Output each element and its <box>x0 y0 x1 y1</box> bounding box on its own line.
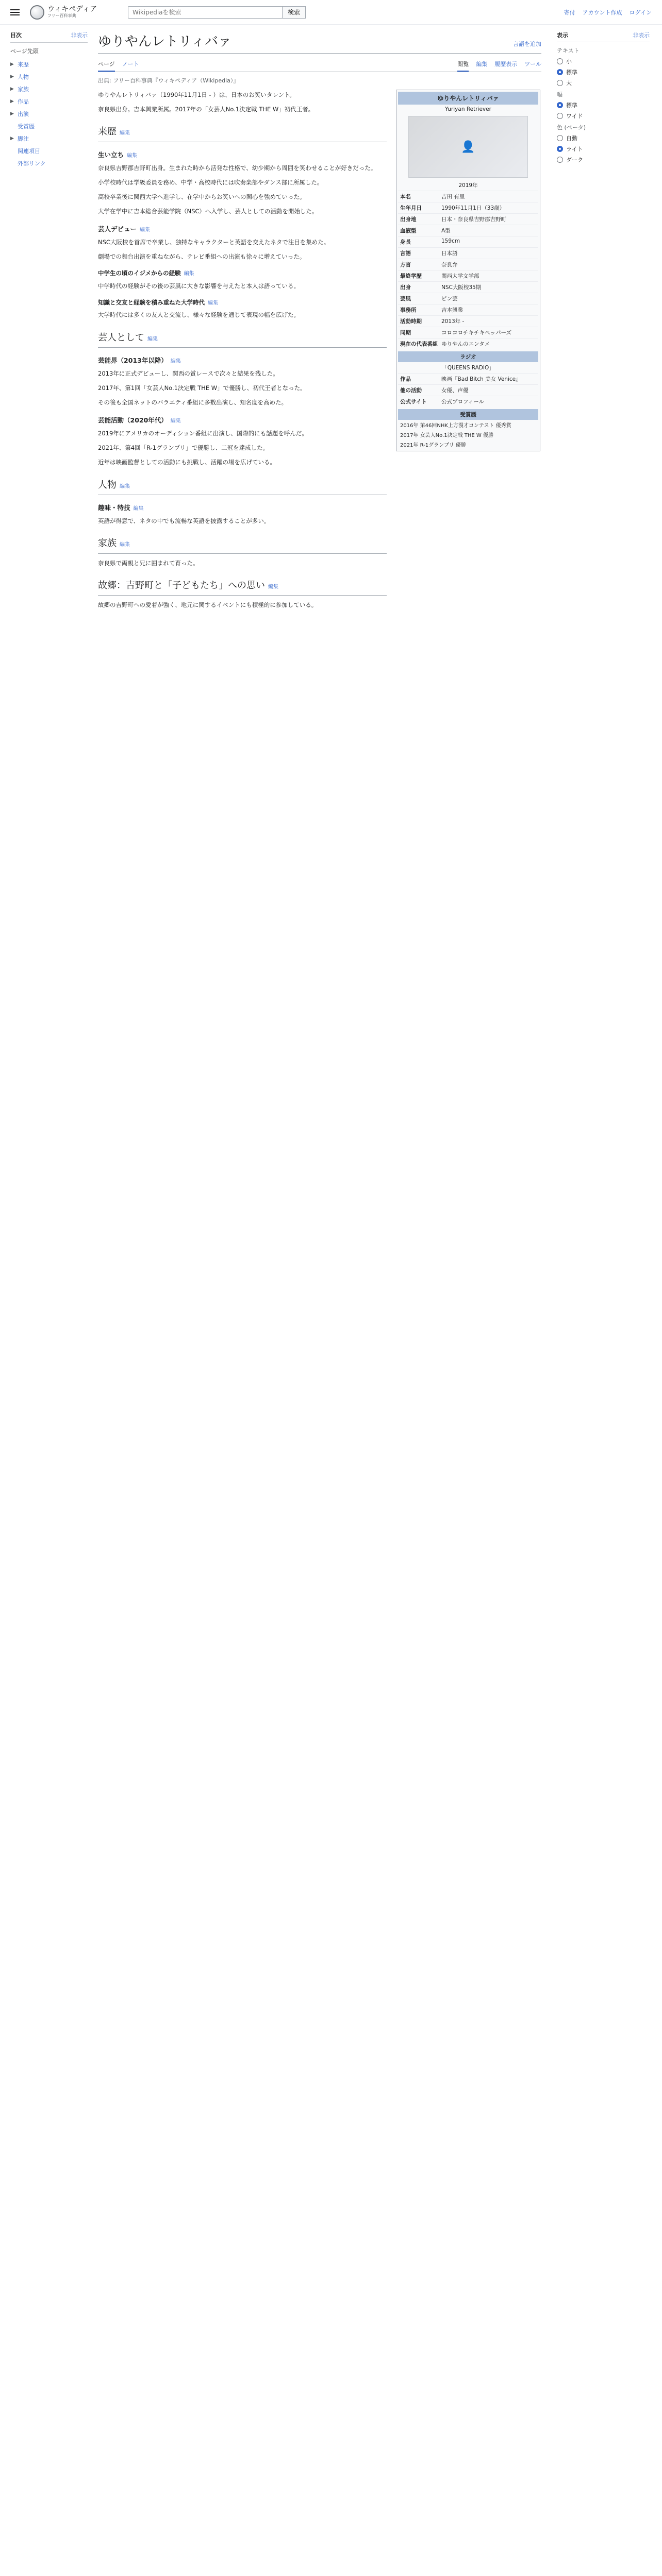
toc-item-3[interactable] <box>10 95 88 108</box>
infobox-key: 生年月日 <box>400 205 422 211</box>
infobox-subtitle: Yuriyan Retriever <box>445 106 491 112</box>
appearance-panel <box>557 31 650 164</box>
user-link-1[interactable]: アカウント作成 <box>582 9 622 16</box>
infobox-key: 身長 <box>400 239 411 245</box>
infobox-photo-caption: 2019年 <box>458 182 478 189</box>
radio-button[interactable] <box>557 80 563 86</box>
section-family <box>98 535 387 554</box>
namespace-tabs <box>98 57 139 72</box>
infobox-row <box>398 338 538 349</box>
paragraph: 2017年、第1回「女芸人No.1決定戦 THE W」で優勝し、初代王者となった。 <box>98 384 306 392</box>
chevron-right-icon[interactable]: ▶ <box>10 74 14 79</box>
infobox-rows <box>398 191 538 349</box>
subsection-early <box>98 355 387 366</box>
lead-paragraph-1: ゆりやんレトリィバァ（1990年11月1日 - ）は、日本のお笑いタレント。 <box>98 91 295 98</box>
section-edit-link[interactable]: 編集 <box>120 542 130 548</box>
color-option-2[interactable] <box>557 156 650 164</box>
paragraph: 中学時代の経験がその後の芸風に大きな影響を与えたと本人は語っている。 <box>98 282 300 290</box>
infobox-key: 作品 <box>400 376 411 382</box>
chevron-right-icon[interactable]: ▶ <box>10 99 14 104</box>
infobox-row <box>398 327 538 338</box>
infobox-row <box>398 225 538 236</box>
radio-button[interactable] <box>557 157 563 163</box>
infobox-value: 奈良弁 <box>441 262 458 268</box>
subsubsection-style <box>98 297 387 308</box>
infobox-value: 日本・奈良県吉野郡吉野町 <box>441 216 506 223</box>
article-body <box>98 90 387 614</box>
infobox-key: 出身 <box>400 284 411 291</box>
radio-button[interactable] <box>557 113 563 119</box>
infobox-value: コロコロチキチキペッパーズ <box>441 330 511 336</box>
toc-item-2[interactable] <box>10 83 88 95</box>
infobox-row <box>398 247 538 259</box>
radio-button[interactable] <box>557 146 563 152</box>
section-family-title: 家族 <box>98 538 117 549</box>
search-button[interactable]: 検索 <box>282 6 306 19</box>
text-size-options <box>557 57 650 87</box>
infobox-value: ピン芸 <box>441 296 458 302</box>
subsection-late-title: 芸能活動（2020年代） <box>98 416 168 425</box>
infobox-row <box>398 270 538 281</box>
infobox-key: 事務所 <box>400 307 417 313</box>
paragraph: 近年は映画監督としての活動にも挑戦し、活躍の場を広げている。 <box>98 459 276 466</box>
infobox-key: 方言 <box>400 262 411 268</box>
infobox-value: 吉田 有里 <box>441 194 465 200</box>
tab-right-3[interactable]: ツール <box>524 61 541 67</box>
logo-text <box>47 6 97 18</box>
radio-label: 大 <box>566 80 572 87</box>
right-sidebar <box>557 31 650 175</box>
paragraph: その後も全国ネットのバラエティ番組に多数出演し、知名度を高めた。 <box>98 399 288 406</box>
appearance-header <box>557 31 650 42</box>
user-link-0[interactable]: 寄付 <box>564 9 575 16</box>
text-size-option-1[interactable] <box>557 68 650 76</box>
paragraph: 2019年にアメリカのオーディション番組に出演し、国際的にも話題を呼んだ。 <box>98 430 308 437</box>
infobox-key: 活動時期 <box>400 318 422 325</box>
toc-item-label: 外部リンク <box>18 160 46 167</box>
toc-item-label: 人物 <box>18 74 29 80</box>
radio-button[interactable] <box>557 102 563 108</box>
subsection-hobby <box>98 502 387 514</box>
lead-paragraph-2: 奈良県出身。吉本興業所属。2017年の「女芸人No.1決定戦 THE W」初代王者。 <box>98 106 315 113</box>
infobox-radio-name: 「QUEENS RADIO」 <box>442 365 494 371</box>
toc-title: 目次 <box>10 32 22 39</box>
infobox-value: 映画『Bad Bitch 美女 Venice』 <box>441 376 521 382</box>
tab-left-1[interactable]: ノート <box>122 61 139 67</box>
infobox-title: ゆりやんレトリィバァ <box>398 92 538 105</box>
subsection-edit-link[interactable]: 編集 <box>140 227 151 233</box>
radio-label: 標準 <box>566 69 577 76</box>
tab-right-0[interactable]: 閲覧 <box>457 57 469 72</box>
width-option-0[interactable] <box>557 101 650 109</box>
section-person-title: 人物 <box>98 479 117 490</box>
infobox-awards <box>398 420 538 449</box>
text-size-option-2[interactable] <box>557 79 650 87</box>
view-tabs <box>457 57 541 72</box>
subsection-hobby-title: 趣味・特技 <box>98 504 130 512</box>
article-content <box>98 90 541 614</box>
subsection-birth <box>98 149 387 161</box>
infobox-row <box>398 304 538 315</box>
infobox-value: ゆりやんのエンタメ <box>441 341 490 347</box>
infobox-row <box>398 191 538 202</box>
section-edit-link[interactable]: 編集 <box>120 483 130 489</box>
toc-item-label: 来歴 <box>18 61 29 68</box>
infobox-row <box>398 293 538 304</box>
infobox <box>396 90 540 451</box>
infobox-key: 本名 <box>400 194 411 200</box>
infobox-value: 159cm <box>441 238 460 244</box>
infobox-row <box>398 315 538 327</box>
infobox-key: 言語 <box>400 250 411 257</box>
toc-hide-button[interactable]: 非表示 <box>71 32 88 39</box>
infobox-value: A型 <box>441 228 451 234</box>
text-size-label: テキスト <box>557 47 580 54</box>
infobox-award[interactable]: 2016年 第46回NHK上方漫才コンテスト 優秀賞 <box>400 423 511 429</box>
text-size-option-0[interactable] <box>557 57 650 65</box>
toc-item-label: 関連項目 <box>18 148 40 155</box>
infobox-row <box>398 373 538 384</box>
subsection-edit-link[interactable]: 編集 <box>170 359 181 364</box>
section-edit-link[interactable]: 編集 <box>120 130 130 137</box>
infobox-key: 血液型 <box>400 228 417 234</box>
site-tagline: 出典: フリー百科事典『ウィキペディア（Wikipedia）』 <box>98 77 239 84</box>
toc-item-label: 受賞歴 <box>18 123 35 130</box>
user-links <box>564 8 652 16</box>
section-performer-title: 芸人として <box>98 332 144 343</box>
search-input[interactable] <box>128 6 283 19</box>
infobox-key: 現在の代表番組 <box>400 341 438 347</box>
section-performer <box>98 330 387 348</box>
color-options <box>557 134 650 164</box>
chevron-right-icon[interactable]: ▶ <box>10 136 14 141</box>
subsection-early-title: 芸能界（2013年以降） <box>98 357 168 364</box>
section-edit-link[interactable]: 編集 <box>147 336 158 342</box>
appearance-title: 表示 <box>557 32 568 39</box>
paragraph: 故郷の吉野町への愛着が強く、地元に関するイベントにも積極的に参加している。 <box>98 601 318 609</box>
paragraph: 奈良県で両親と兄に囲まれて育った。 <box>98 559 199 567</box>
subsection-debut <box>98 224 387 235</box>
logo-title: ウィキペディア <box>47 5 97 14</box>
infobox-value: 関西大学文学部 <box>441 273 479 279</box>
infobox-row <box>398 259 538 270</box>
subsection-edit-link[interactable]: 編集 <box>127 152 138 159</box>
tab-left-0[interactable]: ページ <box>98 57 115 72</box>
paragraph: 英語が得意で、ネタの中でも流暢な英語を披露することが多い。 <box>98 517 270 524</box>
toc-item-7[interactable] <box>10 145 88 157</box>
user-link-2[interactable]: ログイン <box>629 9 652 16</box>
toc-item-0[interactable] <box>10 58 88 71</box>
chevron-right-icon[interactable]: ▶ <box>10 62 14 67</box>
toc-item-label: 家族 <box>18 86 29 93</box>
infobox-award[interactable]: 2021年 R-1グランプリ 優勝 <box>400 443 466 448</box>
paragraph: NSC大阪校を首席で卒業し、独特なキャラクターと英語を交えたネタで注目を集めた。 <box>98 239 330 246</box>
wikipedia-globe-icon <box>30 5 44 20</box>
subsubsection-shift-title: 中学生の頃のイジメからの経験 <box>98 269 181 277</box>
toc-item-label: 作品 <box>18 98 29 105</box>
subsubsection-style-title: 知識と交友と経験を積み重ねた大学時代 <box>98 298 205 306</box>
toc-header <box>10 31 88 43</box>
add-language-button[interactable]: 言語を追加 <box>513 41 541 47</box>
search-box <box>128 6 306 19</box>
tab-right-1[interactable]: 編集 <box>476 61 488 67</box>
infobox-value: 吉本興業 <box>441 307 463 313</box>
top-bar <box>0 0 662 25</box>
infobox-row <box>398 213 538 225</box>
radio-label: 標準 <box>566 102 577 109</box>
infobox-key: 最終学歴 <box>400 273 422 279</box>
toc-items <box>10 58 88 170</box>
infobox-value: 1990年11月1日（33歳） <box>441 205 505 211</box>
infobox-section-awards: 受賞歴 <box>398 409 538 420</box>
infobox-row <box>398 396 538 407</box>
infobox-row <box>398 281 538 293</box>
width-option-1[interactable] <box>557 112 650 120</box>
infobox-value: 日本語 <box>441 250 458 257</box>
subsection-late <box>98 415 387 426</box>
section-career-title: 来歴 <box>98 126 117 138</box>
color-option-0[interactable] <box>557 134 650 142</box>
color-label: 色 (ベータ) <box>557 124 586 131</box>
paragraph: 奈良県吉野郡吉野町出身。生まれた時から活発な性格で、幼少期から周囲を笑わせることが好きだった。 <box>98 164 377 172</box>
infobox-row <box>398 202 538 213</box>
toc-item-4[interactable] <box>10 108 88 120</box>
article-main <box>98 31 541 614</box>
infobox-value: 2013年 - <box>441 318 465 325</box>
page-title <box>98 31 541 54</box>
toc-item-label: 脚注 <box>18 135 29 142</box>
infobox-key: 芸風 <box>400 296 411 302</box>
toc-top-link[interactable]: ページ先頭 <box>10 48 39 55</box>
page-title-text: ゆりやんレトリィバァ <box>98 34 231 49</box>
chevron-right-icon[interactable]: ▶ <box>10 111 14 116</box>
section-hometown <box>98 578 387 596</box>
toc-item-1[interactable] <box>10 71 88 83</box>
wikipedia-logo[interactable] <box>30 5 112 20</box>
infobox-value: 女優、声優 <box>441 387 469 394</box>
color-option-1[interactable] <box>557 145 650 153</box>
infobox-section-radio: ラジオ <box>398 351 538 362</box>
infobox-row <box>398 236 538 247</box>
chevron-right-icon[interactable]: ▶ <box>10 87 14 92</box>
infobox-key: 同期 <box>400 330 411 336</box>
paragraph: 劇場での舞台出演を重ねながら、テレビ番組への出演も徐々に増えていった。 <box>98 253 306 261</box>
section-hometown-title: 故郷：吉野町と「子どもたち」への思い <box>98 580 265 591</box>
subsection-edit-link[interactable]: 編集 <box>184 271 194 277</box>
appearance-hide-button[interactable]: 非表示 <box>633 32 650 39</box>
infobox-key: 他の活動 <box>400 387 422 394</box>
infobox-photo[interactable] <box>408 116 528 178</box>
radio-button[interactable] <box>557 135 563 141</box>
infobox-rows-2 <box>398 373 538 407</box>
main-menu-icon[interactable] <box>10 6 23 19</box>
toc-item-6[interactable] <box>10 132 88 145</box>
logo-subtitle: フリー百科事典 <box>47 13 76 18</box>
radio-label: ダーク <box>566 157 583 163</box>
width-label: 幅 <box>557 91 562 98</box>
subsubsection-shift <box>98 268 387 279</box>
radio-label: 小 <box>566 58 572 65</box>
subsection-edit-link[interactable]: 編集 <box>170 418 181 425</box>
subsection-edit-link[interactable]: 編集 <box>208 300 218 306</box>
radio-button[interactable] <box>557 69 563 75</box>
infobox-key: 公式サイト <box>400 399 427 405</box>
infobox-key: 出身地 <box>400 216 417 223</box>
radio-button[interactable] <box>557 58 563 64</box>
infobox-row <box>398 384 538 396</box>
subsection-debut-title: 芸人デビュー <box>98 225 137 233</box>
section-career <box>98 124 387 142</box>
toc-item-8[interactable] <box>10 157 88 170</box>
infobox-value: NSC大阪校35期 <box>441 284 482 291</box>
radio-label: ライト <box>566 146 583 152</box>
infobox-award[interactable]: 2017年 女芸人No.1決定戦 THE W 優勝 <box>400 433 493 438</box>
section-edit-link[interactable]: 編集 <box>268 584 278 590</box>
table-of-contents <box>10 31 88 170</box>
article-tabs <box>98 57 541 72</box>
toc-item-label: 出演 <box>18 111 29 117</box>
subsection-birth-title: 生い立ち <box>98 150 124 159</box>
paragraph: 小学校時代は学級委員を務め、中学・高校時代には吹奏楽部やダンス部に所属した。 <box>98 178 323 186</box>
paragraph: 2021年、第4回「R-1グランプリ」で優勝し、二冠を達成した。 <box>98 444 269 452</box>
paragraph: 高校卒業後に関西大学へ進学し、在学中からお笑いへの関心を強めていった。 <box>98 193 306 200</box>
infobox-value: 公式プロフィール <box>441 399 484 405</box>
paragraph: 大学時代には多くの友人と交流し、様々な経験を通じて表現の幅を広げた。 <box>98 311 300 319</box>
paragraph: 2013年に正式デビューし、関西の賞レースで次々と結果を残した。 <box>98 369 279 377</box>
radio-label: 自動 <box>566 135 577 142</box>
paragraph: 大学在学中に吉本総合芸能学院（NSC）へ入学し、芸人としての活動を開始した。 <box>98 208 318 215</box>
person-icon: 👤 <box>461 140 475 154</box>
section-person <box>98 477 387 496</box>
toc-item-5[interactable] <box>10 120 88 132</box>
subsection-edit-link[interactable]: 編集 <box>133 506 144 512</box>
radio-label: ワイド <box>566 113 583 120</box>
tab-right-2[interactable]: 履歴表示 <box>494 61 518 67</box>
width-options <box>557 101 650 120</box>
